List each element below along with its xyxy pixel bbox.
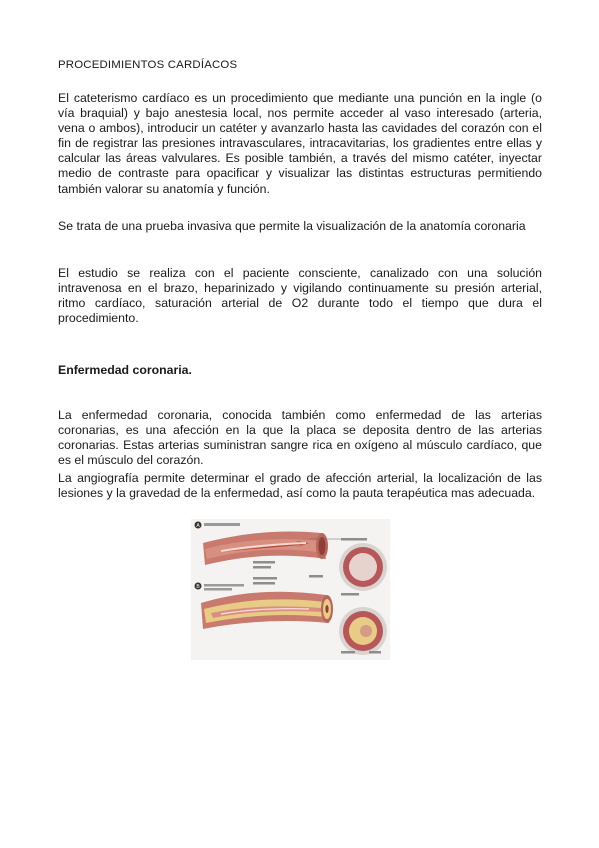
label-cross-a [309, 575, 323, 578]
paragraph-cateterismo: El cateterismo cardíaco es un procedimiento que mediante una punción en la ingle (o vía braquial) y bajo anestesia local, nos permite acceder al vaso interesado (arteria, vena o ambos), introducir un catéter y avanzarlo hasta las cavidades del corazón con el fin de registrar las presiones intravasculares, intracavitarias, los gradientes entre ellas y calcular las áreas valvulares. Es posible también, a través del mismo catéter, inyectar medio de contraste para opacificar y visualizar las distintas estructuras permitiendo también valorar su anatomía y función. [58, 91, 542, 196]
panel-b-caption-1 [204, 584, 244, 587]
label-plaque-1 [253, 577, 277, 580]
paragraph-estudio: El estudio se realiza con el paciente consciente, canalizado con una solución intravenosa en el brazo, heparinizado y vigilando continuamente su presión arterial, ritmo cardíaco, saturación arterial de O2 durante todo el tiempo que dura el procedimiento. [58, 266, 542, 326]
paragraph-prueba-invasiva: Se trata de una prueba invasiva que permite la visualización de la anatomía coronaria [58, 219, 526, 233]
paragraph-angiografia: La angiografía permite determinar el grado de afección arterial, la localización de las lesiones y la gravedad de la enfermedad, así como la pauta terapéutica mas adecuada. [58, 471, 542, 501]
label-wall [341, 538, 367, 541]
normal-artery [203, 531, 328, 565]
label-narrowed [341, 593, 359, 596]
narrowed-artery [201, 592, 333, 629]
normal-cross-section [339, 543, 387, 591]
label-cross-b-2 [369, 651, 381, 654]
section-title: Enfermedad coronaria. [58, 363, 192, 377]
label-cross-b-1 [341, 651, 355, 654]
panel-b-caption-2 [204, 588, 232, 591]
artery-illustration [191, 519, 390, 660]
label-flow-1 [253, 561, 275, 564]
narrowed-cross-section [339, 607, 387, 655]
panel-a-caption [204, 523, 240, 526]
panel-a-marker-text: A [196, 523, 200, 529]
label-flow-2 [253, 566, 271, 569]
label-plaque-2 [253, 582, 275, 585]
panel-b-marker-text: B [196, 584, 200, 590]
page-heading: PROCEDIMIENTOS CARDÍACOS [58, 59, 238, 71]
paragraph-enfermedad-coronaria: La enfermedad coronaria, conocida también como enfermedad de las arterias coronarias, es una afección en la que la placa se deposita dentro de las arterias coronarias. Estas arterias suministran sangre rica en oxígeno al músculo cardíaco, que es el músculo del corazón. [58, 408, 542, 468]
